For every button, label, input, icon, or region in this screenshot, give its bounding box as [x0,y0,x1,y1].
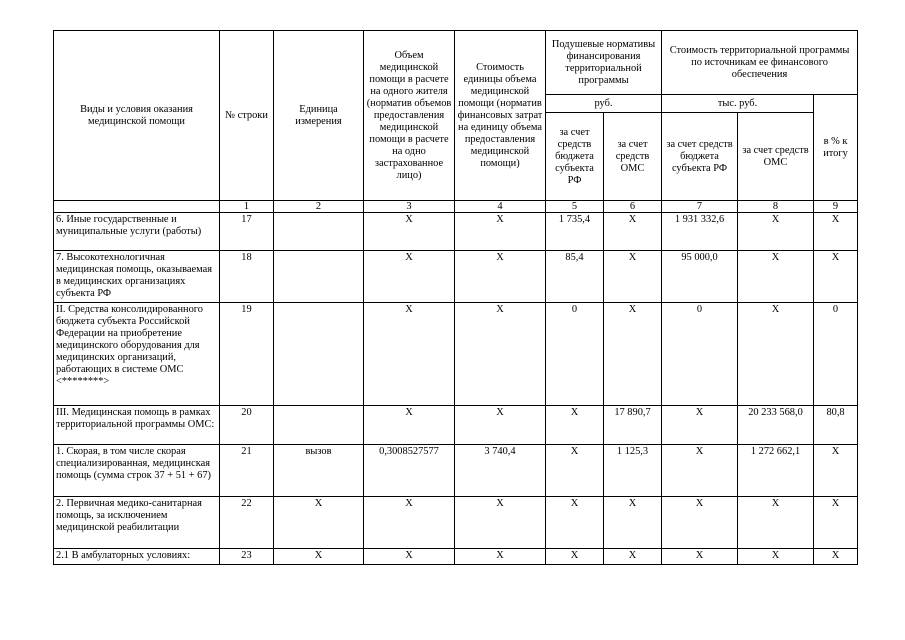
header-unit-cost: Стоимость единицы объема медицинской помощи (норматив финансовых затрат на единицу объема предоставления медицинской помощи) [455,31,546,201]
row-unit [274,251,364,303]
table-row [54,213,858,251]
row-pc-oms: X [604,497,662,549]
row-percent: X [814,549,858,565]
column-number: 6 [604,201,662,213]
row-pc-oms: 17 890,7 [604,406,662,445]
row-volume: X [364,549,455,565]
row-unit-cost: X [455,251,546,303]
row-unit [274,213,364,251]
column-number: 5 [546,201,604,213]
row-volume: X [364,303,455,406]
row-number: 22 [220,497,274,549]
row-unit [274,303,364,406]
row-percent: X [814,213,858,251]
row-unit-cost: X [455,213,546,251]
row-tc-budget: X [662,406,738,445]
row-tc-oms: X [738,497,814,549]
row-number: 18 [220,251,274,303]
row-tc-oms: X [738,251,814,303]
row-unit-cost: 3 740,4 [455,445,546,497]
row-pc-budget: X [546,549,604,565]
column-numbers-row [54,201,858,213]
table-header [54,31,858,213]
column-number: 1 [220,201,274,213]
row-pc-budget: 1 735,4 [546,213,604,251]
table-row [54,549,858,565]
row-unit-cost: X [455,497,546,549]
header-territorial-cost: Стоимость территориальной программы по источникам ее финансового обеспечения [662,31,858,95]
row-tc-oms: X [738,303,814,406]
row-pc-budget: 0 [546,303,604,406]
table-row [54,251,858,303]
row-tc-budget: 0 [662,303,738,406]
header-rub: руб. [546,95,662,113]
row-tc-oms: X [738,213,814,251]
row-percent: 80,8 [814,406,858,445]
row-unit: вызов [274,445,364,497]
column-number: 8 [738,201,814,213]
row-tc-oms: 1 272 662,1 [738,445,814,497]
row-volume: 0,3008527577 [364,445,455,497]
row-name: 2.1 В амбулаторных условиях: [54,549,220,565]
row-tc-budget: X [662,445,738,497]
header-volume: Объем медицинской помощи в расчете на одного жителя (норматив объемов предоставления медицинской помощи в расчете на одно застрахованное лицо) [364,31,455,201]
row-unit [274,406,364,445]
header-unit: Единица измерения [274,31,364,201]
row-unit-cost: X [455,406,546,445]
row-number: 19 [220,303,274,406]
row-number: 21 [220,445,274,497]
header-row-number: № строки [220,31,274,201]
column-number: 3 [364,201,455,213]
table-row [54,406,858,445]
row-name: II. Средства консолидированного бюджета субъекта Российской Федерации на приобретение медицинского оборудования для медицинских организаций, работающих в системе ОМС <********> [54,303,220,406]
row-name: 6. Иные государственные и муниципальные услуги (работы) [54,213,220,251]
row-percent: X [814,497,858,549]
row-percent: X [814,251,858,303]
row-pc-oms: X [604,213,662,251]
row-pc-budget: 85,4 [546,251,604,303]
row-percent: X [814,445,858,497]
row-percent: 0 [814,303,858,406]
table-row [54,497,858,549]
row-pc-budget: X [546,445,604,497]
row-pc-budget: X [546,406,604,445]
table-body [54,213,858,565]
column-number: 2 [274,201,364,213]
row-number: 17 [220,213,274,251]
row-tc-oms: X [738,549,814,565]
row-name: 1. Скорая, в том числе скорая специализированная, медицинская помощь (сумма строк 37 + 51 + 67) [54,445,220,497]
row-volume: X [364,213,455,251]
row-unit: X [274,549,364,565]
table-row [54,303,858,406]
row-volume: X [364,406,455,445]
row-tc-budget: X [662,549,738,565]
table-row [54,445,858,497]
column-number: 7 [662,201,738,213]
row-unit: X [274,497,364,549]
row-volume: X [364,497,455,549]
header-tc-oms: за счет средств ОМС [738,113,814,201]
row-pc-oms: X [604,303,662,406]
row-number: 23 [220,549,274,565]
row-tc-oms: 20 233 568,0 [738,406,814,445]
row-tc-budget: X [662,497,738,549]
column-number: 4 [455,201,546,213]
row-unit-cost: X [455,303,546,406]
header-pc-oms: за счет средств ОМС [604,113,662,201]
row-pc-oms: X [604,251,662,303]
row-volume: X [364,251,455,303]
header-thous-rub: тыс. руб. [662,95,814,113]
header-percent: в % к итогу [814,95,858,201]
header-pc-budget: за счет средств бюджета субъекта РФ [546,113,604,201]
column-number: 9 [814,201,858,213]
row-number: 20 [220,406,274,445]
header-tc-budget: за счет средств бюджета субъекта РФ [662,113,738,201]
row-name: 7. Высокотехнологичная медицинская помощь, оказываемая в медицинских организациях субъекта РФ [54,251,220,303]
row-pc-budget: X [546,497,604,549]
row-pc-oms: 1 125,3 [604,445,662,497]
row-pc-oms: X [604,549,662,565]
row-name: 2. Первичная медико-санитарная помощь, за исключением медицинской реабилитации [54,497,220,549]
header-per-capita: Подушевые нормативы финансирования территориальной программы [546,31,662,95]
row-name: III. Медицинская помощь в рамках территориальной программы ОМС: [54,406,220,445]
program-cost-table [53,30,858,565]
row-tc-budget: 1 931 332,6 [662,213,738,251]
row-tc-budget: 95 000,0 [662,251,738,303]
header-kind: Виды и условия оказания медицинской помощи [54,31,220,201]
row-unit-cost: X [455,549,546,565]
